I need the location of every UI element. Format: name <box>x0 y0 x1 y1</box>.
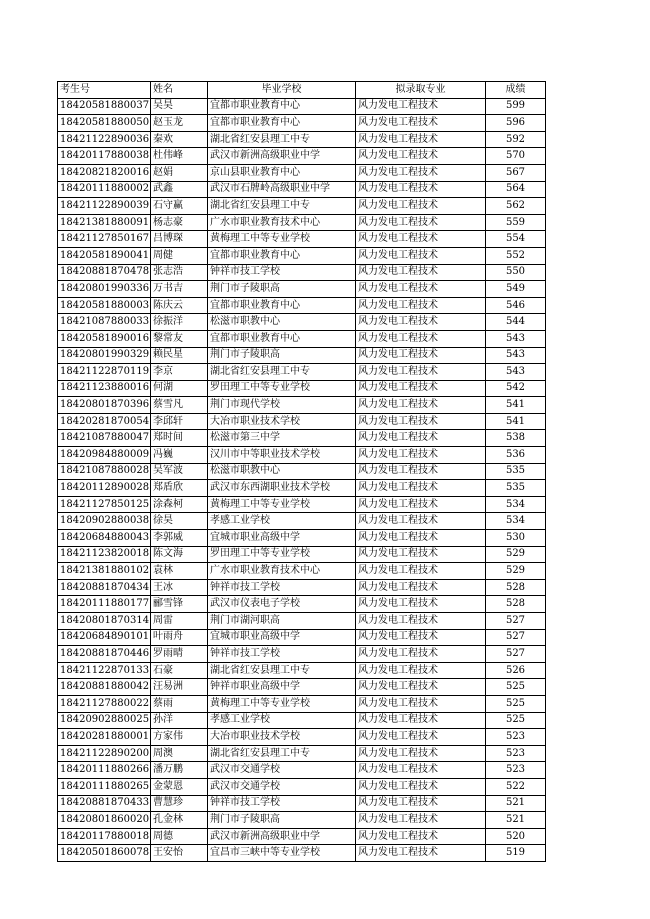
school-cell: 黄梅理工中等专业学校 <box>208 695 356 712</box>
major-cell: 风力发电工程技术 <box>356 281 486 298</box>
major-cell: 风力发电工程技术 <box>356 778 486 795</box>
major-cell: 风力发电工程技术 <box>356 480 486 497</box>
table-row <box>58 646 546 663</box>
major-cell: 风力发电工程技术 <box>356 364 486 381</box>
table-row <box>58 413 546 430</box>
header-name: 姓名 <box>151 82 208 99</box>
table-row <box>58 546 546 563</box>
table-row <box>58 115 546 132</box>
score-cell: 599 <box>486 98 546 115</box>
major-cell: 风力发电工程技术 <box>356 629 486 646</box>
score-cell: 542 <box>486 380 546 397</box>
score-cell: 521 <box>486 812 546 829</box>
major-cell: 风力发电工程技术 <box>356 314 486 331</box>
header-admitted-major: 拟录取专业 <box>356 82 486 99</box>
exam-number-cell: 18421127850167 <box>58 231 151 248</box>
admission-table <box>57 81 546 862</box>
exam-number-cell: 18421381880102 <box>58 563 151 580</box>
school-cell: 武汉市交通学校 <box>208 778 356 795</box>
score-cell: 535 <box>486 463 546 480</box>
major-cell: 风力发电工程技术 <box>356 380 486 397</box>
table-row <box>58 712 546 729</box>
exam-number-cell: 18420281870054 <box>58 413 151 430</box>
header-graduation-school: 毕业学校 <box>208 82 356 99</box>
name-cell: 秦欢 <box>151 131 208 148</box>
school-cell: 黄梅理工中等专业学校 <box>208 231 356 248</box>
name-cell: 涂森柯 <box>151 496 208 513</box>
name-cell: 方家伟 <box>151 729 208 746</box>
exam-number-cell: 18420581880003 <box>58 297 151 314</box>
major-cell: 风力发电工程技术 <box>356 214 486 231</box>
exam-number-cell: 18420881870433 <box>58 795 151 812</box>
exam-number-cell: 18420801870314 <box>58 613 151 630</box>
major-cell: 风力发电工程技术 <box>356 546 486 563</box>
score-cell: 528 <box>486 579 546 596</box>
name-cell: 吴昊 <box>151 98 208 115</box>
name-cell: 徐振洋 <box>151 314 208 331</box>
name-cell: 杜伟峰 <box>151 148 208 165</box>
score-cell: 534 <box>486 496 546 513</box>
table-row <box>58 231 546 248</box>
table-row <box>58 281 546 298</box>
name-cell: 王安怡 <box>151 845 208 862</box>
exam-number-cell: 18420581890041 <box>58 247 151 264</box>
major-cell: 风力发电工程技术 <box>356 297 486 314</box>
table-row <box>58 828 546 845</box>
exam-number-cell: 18421122890200 <box>58 745 151 762</box>
name-cell: 袁林 <box>151 563 208 580</box>
exam-number-cell: 18421122870119 <box>58 364 151 381</box>
school-cell: 宜都市职业教育中心 <box>208 247 356 264</box>
school-cell: 孝感工业学校 <box>208 712 356 729</box>
name-cell: 周德 <box>151 828 208 845</box>
name-cell: 孙洋 <box>151 712 208 729</box>
score-cell: 528 <box>486 596 546 613</box>
exam-number-cell: 18420821820016 <box>58 164 151 181</box>
exam-number-cell: 18420684890101 <box>58 629 151 646</box>
major-cell: 风力发电工程技术 <box>356 662 486 679</box>
major-cell: 风力发电工程技术 <box>356 430 486 447</box>
school-cell: 武汉市新洲高级职业中学 <box>208 148 356 165</box>
table-row <box>58 214 546 231</box>
score-cell: 535 <box>486 480 546 497</box>
major-cell: 风力发电工程技术 <box>356 496 486 513</box>
table-row <box>58 745 546 762</box>
major-cell: 风力发电工程技术 <box>356 264 486 281</box>
name-cell: 赖民星 <box>151 347 208 364</box>
school-cell: 武汉市新洲高级职业中学 <box>208 828 356 845</box>
score-cell: 521 <box>486 795 546 812</box>
name-cell: 潘万鹏 <box>151 762 208 779</box>
school-cell: 钟祥市技工学校 <box>208 264 356 281</box>
score-cell: 530 <box>486 530 546 547</box>
name-cell: 陈庆云 <box>151 297 208 314</box>
school-cell: 大冶市职业技术学校 <box>208 413 356 430</box>
exam-number-cell: 18421087880047 <box>58 430 151 447</box>
major-cell: 风力发电工程技术 <box>356 198 486 215</box>
score-cell: 541 <box>486 397 546 414</box>
name-cell: 陈文海 <box>151 546 208 563</box>
table-row <box>58 530 546 547</box>
school-cell: 钟祥市技工学校 <box>208 579 356 596</box>
score-cell: 527 <box>486 646 546 663</box>
school-cell: 湖北省红安县理工中专 <box>208 198 356 215</box>
score-cell: 536 <box>486 447 546 464</box>
exam-number-cell: 18420881870446 <box>58 646 151 663</box>
name-cell: 李邱轩 <box>151 413 208 430</box>
exam-number-cell: 18420801990336 <box>58 281 151 298</box>
exam-number-cell: 18420111880265 <box>58 778 151 795</box>
table-row <box>58 314 546 331</box>
school-cell: 钟祥市职业高级中学 <box>208 679 356 696</box>
score-cell: 523 <box>486 745 546 762</box>
table-row <box>58 164 546 181</box>
name-cell: 郑时间 <box>151 430 208 447</box>
exam-number-cell: 18420111880002 <box>58 181 151 198</box>
table-row <box>58 430 546 447</box>
name-cell: 武鑫 <box>151 181 208 198</box>
major-cell: 风力发电工程技术 <box>356 712 486 729</box>
exam-number-cell: 18420881870434 <box>58 579 151 596</box>
school-cell: 广水市职业教育技术中心 <box>208 214 356 231</box>
major-cell: 风力发电工程技术 <box>356 513 486 530</box>
major-cell: 风力发电工程技术 <box>356 98 486 115</box>
score-cell: 520 <box>486 828 546 845</box>
school-cell: 钟祥市技工学校 <box>208 646 356 663</box>
name-cell: 罗雨晴 <box>151 646 208 663</box>
score-cell: 529 <box>486 563 546 580</box>
name-cell: 王冰 <box>151 579 208 596</box>
exam-number-cell: 18420581880037 <box>58 98 151 115</box>
school-cell: 荆门市子陵职高 <box>208 812 356 829</box>
exam-number-cell: 18421123880016 <box>58 380 151 397</box>
exam-number-cell: 18421127880022 <box>58 695 151 712</box>
score-cell: 527 <box>486 613 546 630</box>
school-cell: 荆门市子陵职高 <box>208 347 356 364</box>
exam-number-cell: 18420501860078 <box>58 845 151 862</box>
school-cell: 宜都市职业教育中心 <box>208 98 356 115</box>
name-cell: 石豪 <box>151 662 208 679</box>
score-cell: 552 <box>486 247 546 264</box>
school-cell: 武汉市石牌岭高级职业中学 <box>208 181 356 198</box>
major-cell: 风力发电工程技术 <box>356 131 486 148</box>
score-cell: 523 <box>486 729 546 746</box>
header-score: 成绩 <box>486 82 546 99</box>
name-cell: 赵娟 <box>151 164 208 181</box>
major-cell: 风力发电工程技术 <box>356 579 486 596</box>
school-cell: 京山县职业教育中心 <box>208 164 356 181</box>
major-cell: 风力发电工程技术 <box>356 795 486 812</box>
score-cell: 559 <box>486 214 546 231</box>
table-row <box>58 563 546 580</box>
school-cell: 湖北省红安县理工中专 <box>208 131 356 148</box>
table-row <box>58 480 546 497</box>
name-cell: 赵玉龙 <box>151 115 208 132</box>
major-cell: 风力发电工程技术 <box>356 845 486 862</box>
name-cell: 金蒙恩 <box>151 778 208 795</box>
exam-number-cell: 18421122890039 <box>58 198 151 215</box>
major-cell: 风力发电工程技术 <box>356 679 486 696</box>
name-cell: 李郭威 <box>151 530 208 547</box>
exam-number-cell: 18420984880009 <box>58 447 151 464</box>
major-cell: 风力发电工程技术 <box>356 447 486 464</box>
score-cell: 567 <box>486 164 546 181</box>
table-row <box>58 695 546 712</box>
score-cell: 538 <box>486 430 546 447</box>
major-cell: 风力发电工程技术 <box>356 463 486 480</box>
major-cell: 风力发电工程技术 <box>356 812 486 829</box>
table-row <box>58 513 546 530</box>
table-row <box>58 596 546 613</box>
table-body <box>58 98 546 861</box>
score-cell: 592 <box>486 131 546 148</box>
school-cell: 武汉市仪表电子学校 <box>208 596 356 613</box>
table-row <box>58 812 546 829</box>
name-cell: 郑盾欣 <box>151 480 208 497</box>
score-cell: 549 <box>486 281 546 298</box>
table-row <box>58 613 546 630</box>
exam-number-cell: 18420581890016 <box>58 330 151 347</box>
major-cell: 风力发电工程技术 <box>356 347 486 364</box>
table-row <box>58 447 546 464</box>
exam-number-cell: 18420112890028 <box>58 480 151 497</box>
table-row <box>58 264 546 281</box>
school-cell: 宜都市职业教育中心 <box>208 115 356 132</box>
major-cell: 风力发电工程技术 <box>356 646 486 663</box>
exam-number-cell: 18420117880018 <box>58 828 151 845</box>
table-row <box>58 98 546 115</box>
major-cell: 风力发电工程技术 <box>356 231 486 248</box>
table-row <box>58 297 546 314</box>
exam-number-cell: 18420684880043 <box>58 530 151 547</box>
table-row <box>58 181 546 198</box>
school-cell: 宜昌市三峡中等专业学校 <box>208 845 356 862</box>
school-cell: 宜城市职业高级中学 <box>208 530 356 547</box>
table-row <box>58 629 546 646</box>
name-cell: 黎常友 <box>151 330 208 347</box>
major-cell: 风力发电工程技术 <box>356 181 486 198</box>
exam-number-cell: 18420881870478 <box>58 264 151 281</box>
exam-number-cell: 18420902880038 <box>58 513 151 530</box>
score-cell: 541 <box>486 413 546 430</box>
exam-number-cell: 18421122890036 <box>58 131 151 148</box>
exam-number-cell: 18420111880177 <box>58 596 151 613</box>
table-row <box>58 330 546 347</box>
score-cell: 543 <box>486 364 546 381</box>
exam-number-cell: 18420801860020 <box>58 812 151 829</box>
major-cell: 风力发电工程技术 <box>356 330 486 347</box>
major-cell: 风力发电工程技术 <box>356 413 486 430</box>
exam-number-cell: 18421087880028 <box>58 463 151 480</box>
school-cell: 松滋市职教中心 <box>208 314 356 331</box>
major-cell: 风力发电工程技术 <box>356 695 486 712</box>
exam-number-cell: 18421087880033 <box>58 314 151 331</box>
exam-number-cell: 18420801870396 <box>58 397 151 414</box>
name-cell: 杨志豪 <box>151 214 208 231</box>
major-cell: 风力发电工程技术 <box>356 148 486 165</box>
school-cell: 荆门市子陵职高 <box>208 281 356 298</box>
score-cell: 544 <box>486 314 546 331</box>
name-cell: 吕博琛 <box>151 231 208 248</box>
major-cell: 风力发电工程技术 <box>356 613 486 630</box>
header-exam-number: 考生号 <box>58 82 151 99</box>
name-cell: 汪易洲 <box>151 679 208 696</box>
name-cell: 张志浩 <box>151 264 208 281</box>
score-cell: 596 <box>486 115 546 132</box>
school-cell: 武汉市东西湖职业技术学校 <box>208 480 356 497</box>
score-cell: 529 <box>486 546 546 563</box>
school-cell: 荆门市现代学校 <box>208 397 356 414</box>
name-cell: 何湖 <box>151 380 208 397</box>
school-cell: 松滋市第三中学 <box>208 430 356 447</box>
exam-number-cell: 18421127850125 <box>58 496 151 513</box>
table-row <box>58 397 546 414</box>
table-row <box>58 496 546 513</box>
major-cell: 风力发电工程技术 <box>356 115 486 132</box>
table-row <box>58 579 546 596</box>
exam-number-cell: 18421381880091 <box>58 214 151 231</box>
score-cell: 546 <box>486 297 546 314</box>
exam-number-cell: 18420881880042 <box>58 679 151 696</box>
name-cell: 孔金林 <box>151 812 208 829</box>
major-cell: 风力发电工程技术 <box>356 164 486 181</box>
table-row <box>58 131 546 148</box>
major-cell: 风力发电工程技术 <box>356 530 486 547</box>
name-cell: 周雷 <box>151 613 208 630</box>
table-row <box>58 662 546 679</box>
school-cell: 孝感工业学校 <box>208 513 356 530</box>
name-cell: 万书吉 <box>151 281 208 298</box>
table-row <box>58 778 546 795</box>
header-row <box>58 82 546 99</box>
exam-number-cell: 18420902880025 <box>58 712 151 729</box>
score-cell: 562 <box>486 198 546 215</box>
table-row <box>58 148 546 165</box>
name-cell: 曹慧珍 <box>151 795 208 812</box>
major-cell: 风力发电工程技术 <box>356 596 486 613</box>
name-cell: 周澳 <box>151 745 208 762</box>
name-cell: 冯巍 <box>151 447 208 464</box>
exam-number-cell: 18420111880266 <box>58 762 151 779</box>
exam-number-cell: 18420281880001 <box>58 729 151 746</box>
table-row <box>58 198 546 215</box>
school-cell: 宜都市职业教育中心 <box>208 297 356 314</box>
major-cell: 风力发电工程技术 <box>356 729 486 746</box>
table-row <box>58 729 546 746</box>
table-row <box>58 463 546 480</box>
score-cell: 525 <box>486 712 546 729</box>
table-row <box>58 795 546 812</box>
exam-number-cell: 18421122870133 <box>58 662 151 679</box>
school-cell: 大冶市职业技术学校 <box>208 729 356 746</box>
table-row <box>58 762 546 779</box>
score-cell: 543 <box>486 347 546 364</box>
score-cell: 550 <box>486 264 546 281</box>
score-cell: 527 <box>486 629 546 646</box>
table-row <box>58 247 546 264</box>
table-row <box>58 380 546 397</box>
exam-number-cell: 18420801990329 <box>58 347 151 364</box>
score-cell: 570 <box>486 148 546 165</box>
school-cell: 湖北省红安县理工中专 <box>208 745 356 762</box>
school-cell: 武汉市交通学校 <box>208 762 356 779</box>
name-cell: 周健 <box>151 247 208 264</box>
name-cell: 叶雨舟 <box>151 629 208 646</box>
major-cell: 风力发电工程技术 <box>356 397 486 414</box>
table-row <box>58 347 546 364</box>
name-cell: 石守赢 <box>151 198 208 215</box>
table-row <box>58 364 546 381</box>
school-cell: 湖北省红安县理工中专 <box>208 364 356 381</box>
score-cell: 534 <box>486 513 546 530</box>
school-cell: 宜都市职业教育中心 <box>208 330 356 347</box>
school-cell: 湖北省红安县理工中专 <box>208 662 356 679</box>
score-cell: 525 <box>486 695 546 712</box>
major-cell: 风力发电工程技术 <box>356 563 486 580</box>
school-cell: 荆门市湖河职高 <box>208 613 356 630</box>
table-row <box>58 845 546 862</box>
score-cell: 543 <box>486 330 546 347</box>
exam-number-cell: 18420117880038 <box>58 148 151 165</box>
score-cell: 522 <box>486 778 546 795</box>
score-cell: 525 <box>486 679 546 696</box>
name-cell: 吴军波 <box>151 463 208 480</box>
score-cell: 519 <box>486 845 546 862</box>
name-cell: 徐昊 <box>151 513 208 530</box>
school-cell: 罗田理工中等专业学校 <box>208 546 356 563</box>
exam-number-cell: 18421123820018 <box>58 546 151 563</box>
score-cell: 564 <box>486 181 546 198</box>
score-cell: 523 <box>486 762 546 779</box>
school-cell: 罗田理工中等专业学校 <box>208 380 356 397</box>
major-cell: 风力发电工程技术 <box>356 247 486 264</box>
score-cell: 554 <box>486 231 546 248</box>
school-cell: 松滋市职教中心 <box>208 463 356 480</box>
school-cell: 宜城市职业高级中学 <box>208 629 356 646</box>
name-cell: 蔡雨 <box>151 695 208 712</box>
school-cell: 黄梅理工中等专业学校 <box>208 496 356 513</box>
score-cell: 526 <box>486 662 546 679</box>
table-row <box>58 679 546 696</box>
school-cell: 广水市职业教育技术中心 <box>208 563 356 580</box>
exam-number-cell: 18420581880050 <box>58 115 151 132</box>
name-cell: 郦雪锋 <box>151 596 208 613</box>
school-cell: 钟祥市技工学校 <box>208 795 356 812</box>
major-cell: 风力发电工程技术 <box>356 828 486 845</box>
school-cell: 汉川市中等职业技术学校 <box>208 447 356 464</box>
major-cell: 风力发电工程技术 <box>356 745 486 762</box>
name-cell: 蔡雪凡 <box>151 397 208 414</box>
major-cell: 风力发电工程技术 <box>356 762 486 779</box>
name-cell: 李京 <box>151 364 208 381</box>
